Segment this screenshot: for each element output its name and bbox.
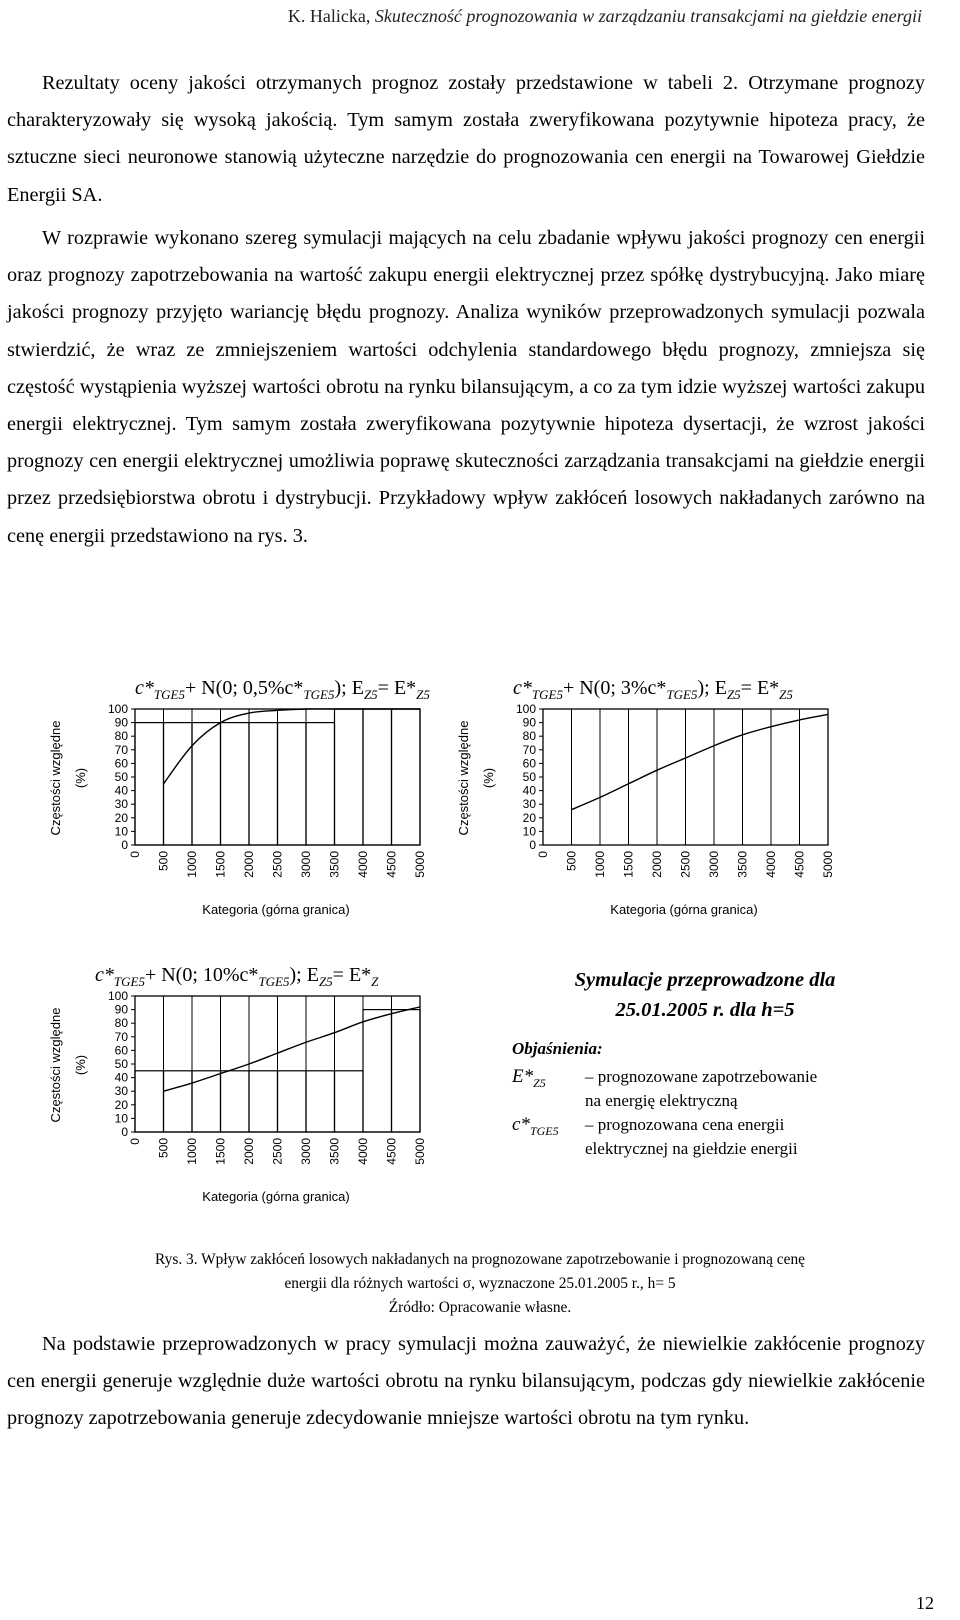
x-tick-label: 3500	[735, 851, 750, 878]
histogram-bar	[221, 1071, 250, 1132]
x-tick-label: 4500	[792, 851, 807, 878]
legend-panel	[500, 965, 900, 1161]
y-tick-label: 80	[522, 729, 536, 744]
legend-symbol-demand: $E*_{Z5}$	[512, 1066, 546, 1090]
x-tick-label: 2000	[242, 851, 256, 878]
cumulative-curve	[572, 714, 829, 809]
figure-caption	[0, 1248, 960, 1320]
y-tick-label: 20	[114, 1097, 128, 1112]
paragraph-1: Rezultaty oceny jakości otrzymanych prognoz zostały przedstawione w tabeli 2. Otrzymane prognozy charakteryzowały się wysoką jakością. Tym samym została zweryfikowana pozytywnie hipoteza pracy, że sztuczne sieci neuronowe stanowią użyteczne narzędzie do prognozowania cen energii na Towarowej Giełdzie Energii SA.	[7, 72, 925, 206]
y-tick-label: 100	[515, 702, 536, 716]
simulation-note-1: Symulacje przeprowadzone dla	[574, 969, 836, 991]
histogram-bar	[335, 709, 364, 845]
x-tick-label: 4000	[356, 1138, 370, 1165]
histogram-bar	[135, 1071, 164, 1132]
y-tick-label: 0	[121, 1125, 128, 1139]
x-tick-label: 3000	[299, 1138, 313, 1165]
y-axis-unit: (%)	[481, 767, 496, 789]
y-tick-label: 70	[522, 742, 536, 757]
y-axis-unit: (%)	[73, 767, 88, 789]
x-tick-label: 3000	[299, 851, 313, 878]
y-axis-label: Częstości względne	[48, 1007, 63, 1123]
chart-2	[448, 668, 868, 923]
y-tick-label: 10	[114, 1111, 128, 1126]
explanations-heading: Objaśnienia:	[512, 1039, 603, 1058]
histogram-bar	[164, 1071, 193, 1132]
y-tick-label: 50	[522, 770, 536, 784]
x-tick-label: 0	[128, 851, 142, 858]
x-tick-label: 2500	[270, 851, 285, 878]
cumulative-curve	[164, 709, 421, 784]
histogram-bar	[306, 723, 335, 845]
histogram-bar	[135, 723, 164, 845]
chart-1	[40, 668, 460, 923]
x-tick-label: 2000	[242, 1138, 256, 1165]
y-tick-label: 30	[114, 797, 128, 812]
y-tick-label: 30	[114, 1084, 128, 1099]
chart-title: $c*_{TGE5}+ N(0$; $10\%c*_{TGE5}$); $E_{Z5}= E*_Z$	[95, 964, 379, 989]
x-axis-label: Kategoria (górna granica)	[202, 1189, 350, 1204]
histogram-bar	[306, 1071, 335, 1132]
y-tick-label: 60	[522, 756, 536, 771]
y-tick-label: 40	[114, 1070, 128, 1085]
y-tick-label: 100	[107, 989, 128, 1003]
y-tick-label: 70	[114, 1029, 128, 1044]
x-tick-label: 2500	[270, 1138, 285, 1165]
legend-desc-demand-2: na energię elektryczną	[585, 1091, 738, 1110]
histogram-bar	[249, 723, 278, 845]
paragraph-3: Na podstawie przeprowadzonych w pracy symulacji można zauważyć, że niewielkie zakłócenie prognozy cen energii generuje względnie duże wartości obrotu na rynku bilansującym, podczas gdy niewielkie zakłócenie prognozy zapotrzebowania generuje zdecydowanie mniejsze wartości obrotu na tym rynku.	[7, 1333, 925, 1430]
running-header	[288, 6, 922, 27]
histogram-bar	[363, 1010, 392, 1132]
x-tick-label: 3500	[327, 1138, 342, 1165]
chart-title: $c*_{TGE5}+ N(0$; $3\%c*_{TGE5}$); $E_{Z5}= E*_{Z5}$	[513, 677, 793, 702]
y-tick-label: 100	[107, 702, 128, 716]
x-tick-label: 3000	[707, 851, 721, 878]
x-tick-label: 1000	[185, 851, 199, 878]
page-number: 12	[916, 1593, 934, 1613]
x-tick-label: 1000	[185, 1138, 199, 1165]
x-tick-label: 5000	[413, 851, 427, 878]
y-axis-label: Częstości względne	[456, 720, 471, 836]
y-tick-label: 70	[114, 742, 128, 757]
y-tick-label: 10	[522, 824, 536, 839]
y-tick-label: 60	[114, 756, 128, 771]
x-tick-label: 1500	[213, 851, 228, 878]
x-tick-label: 4000	[764, 851, 778, 878]
chart-3	[40, 955, 460, 1210]
x-axis-label: Kategoria (górna granica)	[202, 902, 350, 917]
y-tick-label: 30	[522, 797, 536, 812]
legend-desc-price-1: – prognozowana cena energii	[585, 1115, 785, 1134]
y-tick-label: 90	[114, 715, 128, 730]
x-tick-label: 0	[128, 1138, 142, 1145]
x-tick-label: 500	[564, 851, 579, 872]
x-tick-label: 500	[156, 851, 171, 872]
histogram-bar	[363, 709, 392, 845]
y-tick-label: 10	[114, 824, 128, 839]
x-tick-label: 5000	[821, 851, 835, 878]
caption-line-1: Rys. 3. Wpływ zakłóceń losowych nakładanych na prognozowane zapotrzebowanie i prognozowaną cenę	[155, 1251, 805, 1268]
cumulative-curve	[164, 1007, 421, 1091]
histogram-bar	[335, 1071, 364, 1132]
y-tick-label: 80	[114, 729, 128, 744]
y-tick-label: 50	[114, 1057, 128, 1071]
y-tick-label: 80	[114, 1016, 128, 1031]
x-tick-label: 4000	[356, 851, 370, 878]
chart-title: $c*_{TGE5}+ N(0$; $0,5\%c*_{TGE5}$); $E_{Z5}= E*_{Z5}$	[135, 677, 430, 702]
paragraph-2: W rozprawie wykonano szereg symulacji mających na celu zbadanie wpływu jakości prognozy cen energii oraz prognozy zapotrzebowania na wartość zakupu energii elektrycznej przez spółkę dystrybucyjną. Jako miarę jakości prognozy przyjęto wariancję błędu prognozy. Analiza wyników przeprowadzonych symulacji pozwala stwierdzić, że wraz ze zmniejszeniem wartości odchylenia standardowego błędu prognozy, zmniejsza się częstość wystąpienia wyższej wartości obrotu na rynku bilansującym, a co za tym idzie wyższej wartości zakupu energii elektrycznej. Tym samym została zweryfikowana pozytywnie hipoteza dysertacji, że wzrost jakości prognozy cen energii elektrycznej umożliwia poprawę skuteczności zarządzania transakcjami na giełdzie energii przez przedsiębiorstwa obrotu i dystrybucji. Przykładowy wpływ zakłóceń losowych nakładanych zarówno na cenę energii przedstawiono na rys. 3.	[7, 227, 925, 547]
x-tick-label: 3500	[327, 851, 342, 878]
histogram-bar	[278, 1071, 307, 1132]
y-axis-unit: (%)	[73, 1054, 88, 1076]
histogram-bar	[221, 723, 250, 845]
x-tick-label: 4500	[384, 851, 399, 878]
y-axis-label: Częstości względne	[48, 720, 63, 836]
legend-row-demand	[500, 1065, 900, 1113]
x-axis-label: Kategoria (górna granica)	[610, 902, 758, 917]
x-tick-label: 1500	[213, 1138, 228, 1165]
x-tick-label: 5000	[413, 1138, 427, 1165]
y-tick-label: 60	[114, 1043, 128, 1058]
histogram-bar	[249, 1071, 278, 1132]
x-tick-label: 0	[536, 851, 550, 858]
histogram-bar	[278, 723, 307, 845]
histogram-bar	[192, 1071, 221, 1132]
histogram-bar	[392, 709, 421, 845]
y-tick-label: 50	[114, 770, 128, 784]
y-tick-label: 90	[114, 1002, 128, 1017]
legend-row-price	[500, 1113, 900, 1161]
header-author: K. Halicka,	[287, 6, 375, 26]
x-tick-label: 500	[156, 1138, 171, 1159]
simulation-note-2: 25.01.2005 r. dla h=5	[615, 999, 795, 1021]
legend-desc-demand-1: – prognozowane zapotrzebowanie	[585, 1067, 818, 1086]
header-title: Skuteczność prognozowania w zarządzaniu transakcjami na giełdzie energii	[374, 6, 922, 26]
y-tick-label: 90	[522, 715, 536, 730]
caption-line-2: energii dla różnych wartości σ, wyznaczone 25.01.2005 r., h= 5	[284, 1275, 676, 1292]
caption-source: Źródło: Opracowanie własne.	[388, 1299, 572, 1316]
legend-symbol-price: $c*_{TGE5}$	[512, 1114, 559, 1138]
y-tick-label: 20	[114, 810, 128, 825]
histogram-bar	[164, 723, 193, 845]
y-tick-label: 0	[529, 838, 536, 852]
y-tick-label: 40	[114, 783, 128, 798]
legend-desc-price-2: elektrycznej na giełdzie energii	[585, 1139, 798, 1158]
y-tick-label: 0	[121, 838, 128, 852]
x-tick-label: 2500	[678, 851, 693, 878]
x-tick-label: 2000	[650, 851, 664, 878]
x-tick-label: 1000	[593, 851, 607, 878]
histogram-bar	[392, 1010, 421, 1132]
y-tick-label: 20	[522, 810, 536, 825]
x-tick-label: 1500	[621, 851, 636, 878]
y-tick-label: 40	[522, 783, 536, 798]
x-tick-label: 4500	[384, 1138, 399, 1165]
